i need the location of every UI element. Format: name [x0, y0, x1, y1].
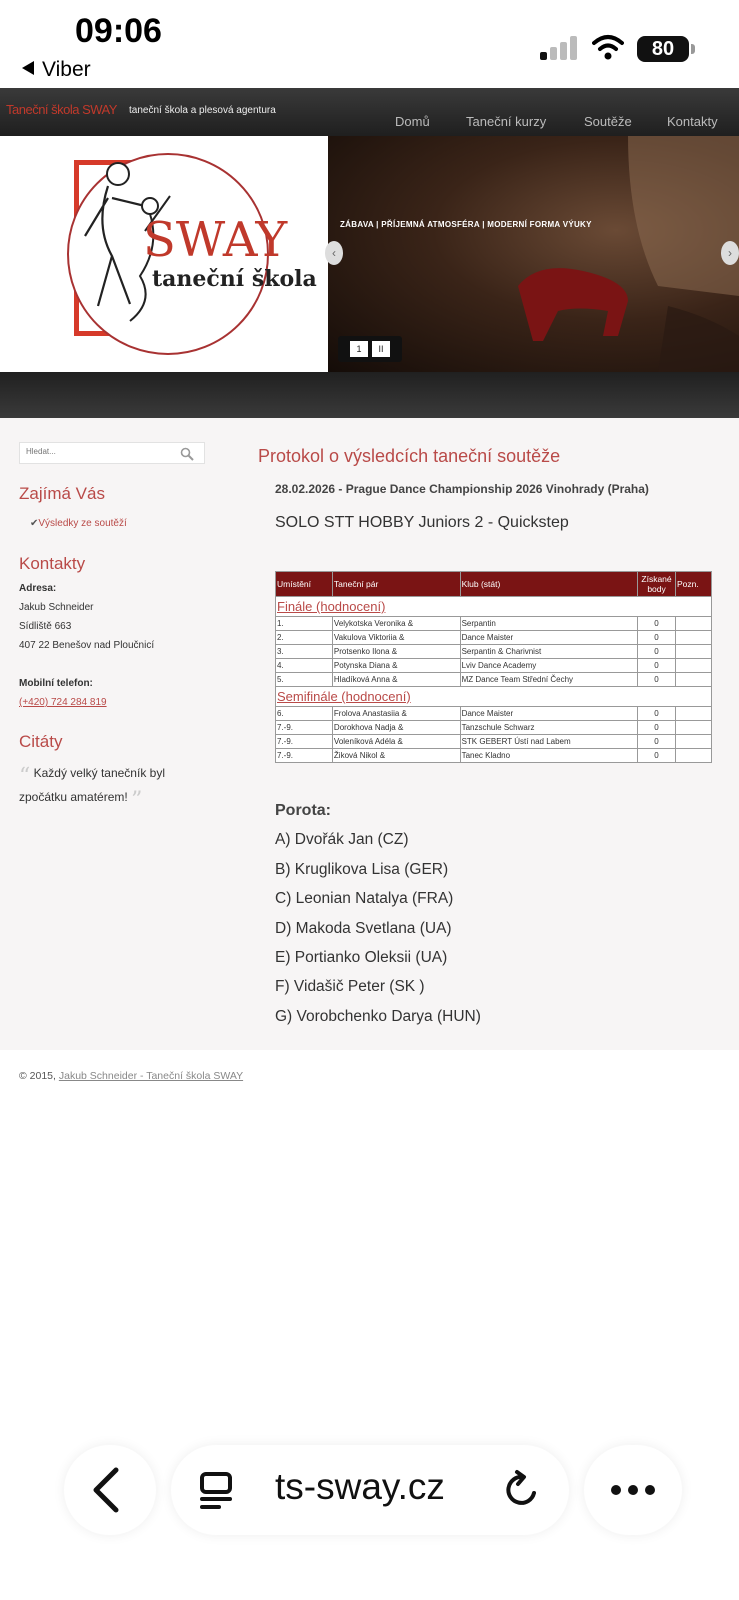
browser-more-button[interactable]	[584, 1445, 682, 1535]
open-quote-icon: “	[19, 764, 31, 789]
cell-couple: Vakulova Viktoriia &	[332, 631, 460, 645]
cell-note	[676, 631, 712, 645]
footer-link[interactable]: Jakub Schneider - Taneční škola SWAY	[58, 1070, 244, 1082]
interest-heading: Zajímá Vás	[19, 484, 105, 503]
jury-heading: Porota:	[275, 802, 331, 819]
address-line: Jakub Schneider	[19, 602, 94, 613]
logo-small-text: taneční škola	[152, 266, 317, 292]
results-table	[275, 571, 712, 763]
cell-club: STK GEBERT Ústí nad Labem	[460, 735, 637, 749]
check-icon: ✔	[30, 518, 39, 529]
table-row	[276, 659, 712, 673]
cell-placement: 2.	[276, 631, 333, 645]
section-link-semifinal[interactable]: Semifinále (hodnocení)	[276, 687, 712, 707]
jury-member: D) Makoda Svetlana (UA)	[275, 920, 452, 937]
event-title: 28.02.2026 - Prague Dance Championship 2026 Vinohrady (Praha)	[275, 482, 649, 496]
table-row	[276, 673, 712, 687]
table-row	[276, 645, 712, 659]
slide-number-button[interactable]: 1	[350, 341, 368, 357]
nav-contacts[interactable]: Kontakty	[667, 114, 718, 129]
reader-tabs-icon[interactable]	[197, 1470, 237, 1510]
slide-caption: ZÁBAVA | PŘÍJEMNÁ ATMOSFÉRA | MODERNÍ FORMA VÝUKY	[340, 220, 592, 229]
cell-placement: 6.	[276, 707, 333, 721]
pause-button[interactable]: II	[372, 341, 390, 357]
cell-couple: Potynska Diana &	[332, 659, 460, 673]
category-title: SOLO STT HOBBY Juniors 2 - Quickstep	[275, 514, 569, 531]
cell-points: 0	[638, 659, 676, 673]
cell-placement: 3.	[276, 645, 333, 659]
cell-club: Tanec Kladno	[460, 749, 637, 763]
footer	[19, 1070, 243, 1082]
cell-points: 0	[638, 749, 676, 763]
cell-placement: 7.-9.	[276, 749, 333, 763]
wifi-icon	[592, 34, 624, 60]
page-title: Protokol o výsledcích taneční soutěže	[258, 446, 561, 466]
search-box[interactable]	[19, 442, 205, 464]
cell-placement: 7.-9.	[276, 735, 333, 749]
jury-member: F) Vidašič Peter (SK )	[275, 978, 425, 995]
status-time: 09:06	[75, 12, 162, 50]
cell-points: 0	[638, 645, 676, 659]
menu-band	[0, 372, 739, 418]
slider-prev-arrow-icon[interactable]: ‹	[325, 241, 343, 265]
jury-member: G) Vorobchenko Darya (HUN)	[275, 1008, 481, 1025]
slider-next-arrow-icon[interactable]: ›	[721, 241, 739, 265]
cell-couple: Hladíková Anna &	[332, 673, 460, 687]
cell-couple: Žiková Nikol &	[332, 749, 460, 763]
address-line: Sídliště 663	[19, 621, 72, 632]
cell-couple: Voleníková Adéla &	[332, 735, 460, 749]
cell-club: Dance Maister	[460, 707, 637, 721]
col-header-club: Klub (stát)	[460, 572, 637, 597]
address-line: 407 22 Benešov nad Ploučnicí	[19, 640, 155, 651]
cell-placement: 1.	[276, 617, 333, 631]
banner	[0, 136, 739, 372]
jury-member: E) Portianko Oleksii (UA)	[275, 949, 448, 966]
section-link-final[interactable]: Finále (hodnocení)	[276, 597, 712, 617]
cell-note	[676, 707, 712, 721]
more-dots-icon	[584, 1445, 682, 1535]
site-brand[interactable]: Taneční škola SWAY	[6, 102, 117, 117]
table-row	[276, 617, 712, 631]
jury-member: A) Dvořák Jan (CZ)	[275, 831, 409, 848]
cell-note	[676, 673, 712, 687]
results-link-label[interactable]: Výsledky ze soutěží	[38, 518, 127, 529]
col-header-points: Získané body	[638, 572, 676, 597]
mobile-label: Mobilní telefon:	[19, 678, 93, 689]
col-header-couple: Taneční pár	[332, 572, 460, 597]
cell-note	[676, 659, 712, 673]
cell-note	[676, 749, 712, 763]
cell-club: Tanzschule Schwarz	[460, 721, 637, 735]
url-text[interactable]: ts-sway.cz	[275, 1466, 445, 1507]
nav-competitions[interactable]: Soutěže	[584, 114, 632, 129]
nav-home[interactable]: Domů	[395, 114, 430, 129]
cell-couple: Dorokhova Nadja &	[332, 721, 460, 735]
cell-placement: 7.-9.	[276, 721, 333, 735]
section-row-semifinal	[276, 687, 712, 707]
table-header-row	[276, 572, 712, 597]
cell-points: 0	[638, 735, 676, 749]
col-header-placement: Umístění	[276, 572, 333, 597]
jury-member: C) Leonian Natalya (FRA)	[275, 890, 454, 907]
results-link[interactable]	[30, 518, 127, 529]
browser-back-button[interactable]	[64, 1445, 156, 1535]
cell-note	[676, 645, 712, 659]
cell-couple: Velykotska Veronika &	[332, 617, 460, 631]
cell-placement: 4.	[276, 659, 333, 673]
cell-points: 0	[638, 673, 676, 687]
nav-dance-courses[interactable]: Taneční kurzy	[466, 114, 547, 129]
cell-couple: Frolova Anastasiia &	[332, 707, 460, 721]
col-header-note: Pozn.	[676, 572, 712, 597]
reload-icon[interactable]	[501, 1469, 543, 1511]
cell-couple: Protsenko Ilona &	[332, 645, 460, 659]
cell-club: Lviv Dance Academy	[460, 659, 637, 673]
table-row	[276, 749, 712, 763]
table-row	[276, 631, 712, 645]
search-input[interactable]	[26, 447, 176, 456]
back-app-label: Viber	[42, 58, 91, 81]
cell-points: 0	[638, 617, 676, 631]
close-quote-icon: ”	[131, 788, 143, 813]
back-triangle-icon	[22, 61, 34, 75]
back-to-app-link[interactable]	[22, 58, 91, 82]
site-tagline: taneční škola a plesová agentura	[129, 105, 276, 116]
copyright-text: © 2015,	[19, 1070, 56, 1082]
sway-logo	[0, 136, 328, 372]
cell-points: 0	[638, 707, 676, 721]
page-content	[0, 418, 739, 1050]
cell-club: MZ Dance Team Střední Čechy	[460, 673, 637, 687]
banner-slide[interactable]	[328, 136, 739, 372]
cell-note	[676, 735, 712, 749]
battery-icon: 80	[637, 36, 689, 62]
section-row-final	[276, 597, 712, 617]
cell-club: Serpantin	[460, 617, 637, 631]
jury-member: B) Kruglikova Lisa (GER)	[275, 861, 449, 878]
battery-tip	[691, 44, 695, 54]
search-icon[interactable]	[180, 447, 194, 461]
quotes-heading: Citáty	[19, 732, 63, 751]
cell-points: 0	[638, 721, 676, 735]
cell-placement: 5.	[276, 673, 333, 687]
cell-note	[676, 617, 712, 631]
table-row	[276, 707, 712, 721]
address-label: Adresa:	[19, 583, 57, 594]
contacts-heading: Kontakty	[19, 554, 86, 573]
cell-signal-icon	[540, 36, 580, 60]
cell-club: Dance Maister	[460, 631, 637, 645]
cell-note	[676, 721, 712, 735]
status-bar	[0, 0, 739, 88]
slider-controls	[338, 336, 402, 362]
table-row	[276, 721, 712, 735]
cell-club: Serpantin & Charivnist	[460, 645, 637, 659]
phone-link[interactable]: (+420) 724 284 819	[19, 697, 107, 708]
cell-points: 0	[638, 631, 676, 645]
logo-big-text: SWAY	[143, 212, 288, 268]
quote	[19, 763, 199, 811]
back-chevron-icon	[64, 1445, 156, 1535]
site-header	[0, 88, 739, 136]
table-row	[276, 735, 712, 749]
quote-text: Každý velký tanečník byl zpočátku amatérem!	[19, 766, 165, 804]
